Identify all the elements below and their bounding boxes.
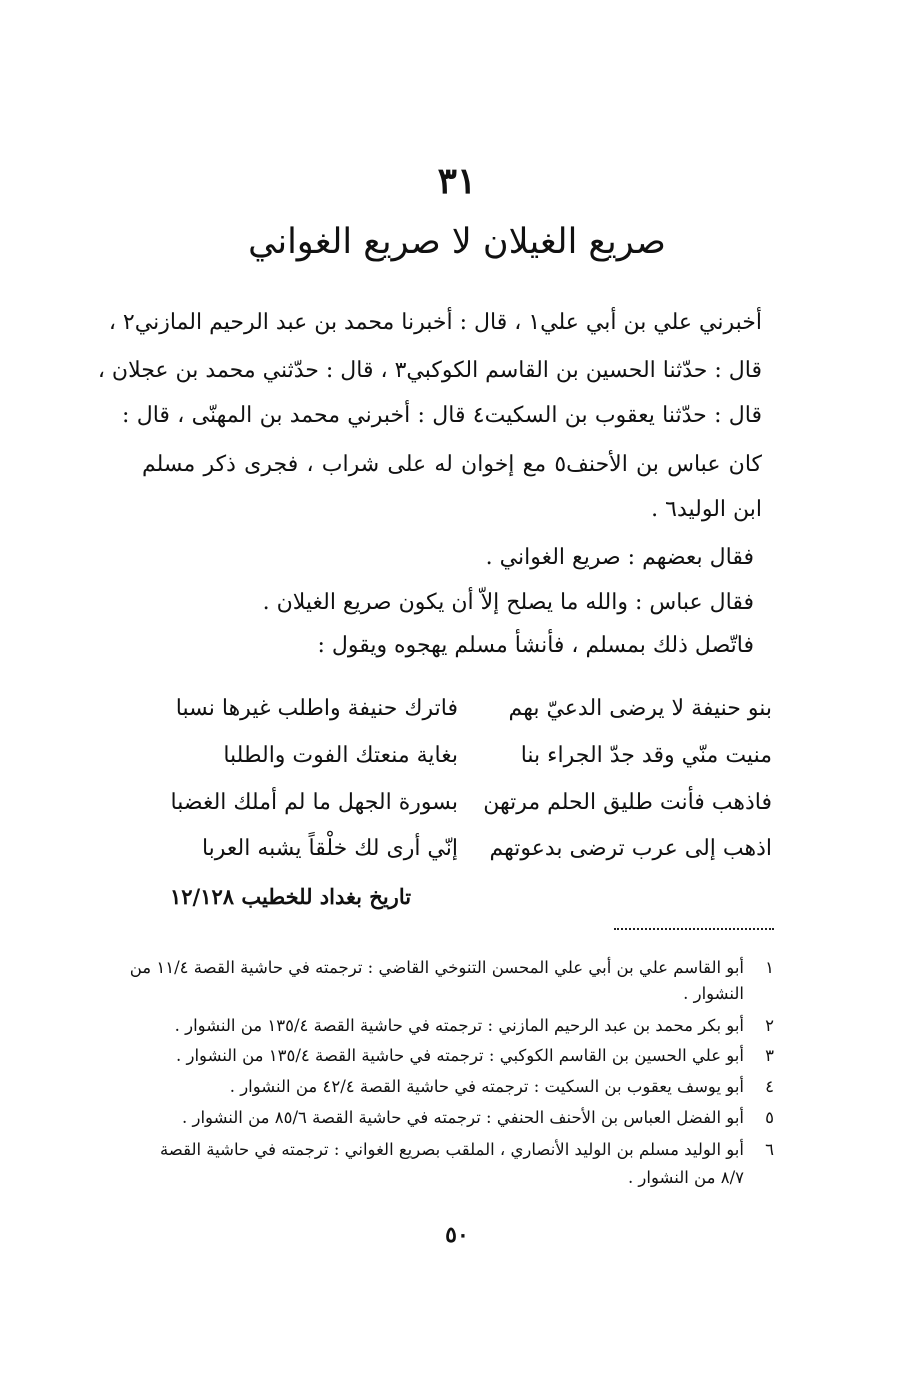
story-title: صريع الغيلان لا صريع الغواني — [248, 222, 666, 262]
footnote — [134, 1046, 774, 1065]
footnote — [129, 958, 774, 977]
footnote — [134, 1077, 774, 1096]
verse-first-hemistich: بنو حنيفة لا يرضى الدعيّ بهم — [508, 696, 772, 721]
footnote-text: أبو بكر محمد بن عبد الرحيم المازني : ترجمته في حاشية القصة ١٣٥/٤ من النشوار . — [174, 1016, 744, 1035]
prose-line: قال : حدّثنا الحسين بن القاسم الكوكبي٣ ، قال : حدّثني محمد بن عجلان ، — [97, 358, 762, 383]
verse-first-hemistich: اذهب إلى عرب ترضى بدعوتهم — [489, 836, 772, 861]
dialogue-line: فاتّصل ذلك بمسلم ، فأنشأ مسلم يهجوه ويقول : — [317, 633, 754, 658]
footnote-text: أبو القاسم علي بن أبي علي المحسن التنوخي القاضي : ترجمته في حاشية القصة ١١/٤ من — [129, 958, 744, 977]
verse-first-hemistich: فاذهب فأنت طليق الحلم مرتهن — [483, 790, 772, 815]
footnote-number: ٥ — [765, 1108, 774, 1127]
page-number: ٥٠ — [445, 1222, 469, 1248]
prose-line: أخبرني علي بن أبي علي١ ، قال : أخبرنا محمد بن عبد الرحيم المازني٢ ، — [108, 310, 762, 335]
footnote — [134, 1140, 774, 1159]
story-number: ٣١ — [437, 160, 477, 202]
footnote-number: ٢ — [765, 1016, 774, 1035]
prose-line: كان عباس بن الأحنف٥ مع إخوان له على شراب ، فجرى ذكر مسلم — [142, 452, 762, 477]
dialogue-line: فقال بعضهم : صريع الغواني . — [485, 545, 754, 570]
verse-second-hemistich: بغاية منعتك الفوت والطلبا — [223, 743, 458, 768]
verse-second-hemistich: إنّي أرى لك خلْقاً يشبه العربا — [201, 836, 458, 861]
dialogue-line: فقال عباس : والله ما يصلح إلاّ أن يكون صريع الغيلان . — [262, 590, 754, 615]
footnote-number: ٤ — [765, 1077, 774, 1096]
verse-first-hemistich: منيت منّي وقد جدّ الجراء بنا — [520, 743, 772, 768]
verse-second-hemistich: بسورة الجهل ما لم أملك الغضبا — [170, 790, 458, 815]
footnote-text: أبو الوليد مسلم بن الوليد الأنصاري ، الملقب بصريع الغواني : ترجمته في حاشية القصة — [159, 1140, 744, 1159]
footnote-number: ٣ — [765, 1046, 774, 1065]
verse-second-hemistich: فاترك حنيفة واطلب غيرها نسبا — [175, 696, 458, 721]
source-citation: تاريخ بغداد للخطيب ١٢/١٢٨ — [170, 884, 412, 909]
footnote-continuation: النشوار . — [683, 984, 744, 1003]
footnote — [134, 1108, 774, 1127]
footnote-text: أبو علي الحسين بن القاسم الكوكبي : ترجمته في حاشية القصة ١٣٥/٤ من النشوار . — [176, 1046, 744, 1065]
footnote-continuation: ٨/٧ من النشوار . — [627, 1168, 744, 1187]
footnote-number: ١ — [765, 958, 774, 977]
footnote-text: أبو الفضل العباس بن الأحنف الحنفي : ترجمته في حاشية القصة ٨٥/٦ من النشوار . — [182, 1108, 744, 1127]
footnote-text: أبو يوسف يعقوب بن السكيت : ترجمته في حاشية القصة ٤٢/٤ من النشوار . — [229, 1077, 744, 1096]
footnote-number: ٦ — [765, 1140, 774, 1159]
prose-line: قال : حدّثنا يعقوب بن السكيت٤ قال : أخبرني محمد بن المهنّى ، قال : — [122, 403, 762, 428]
footnote-divider — [614, 928, 774, 930]
prose-line: ابن الوليد٦ . — [651, 497, 762, 522]
footnote — [134, 1016, 774, 1035]
